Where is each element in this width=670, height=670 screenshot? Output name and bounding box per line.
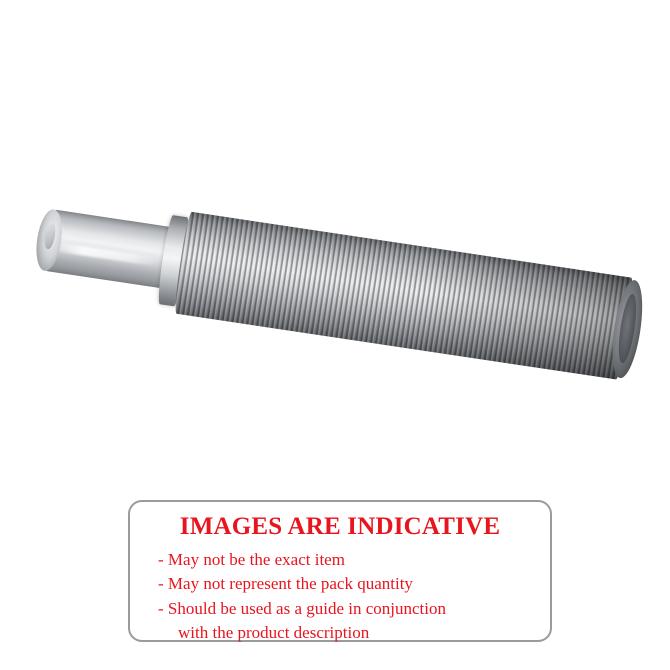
- notice-line-1: - May not be the exact item: [158, 550, 345, 570]
- pulley-hub: [42, 209, 178, 289]
- hub-highlight: [51, 242, 159, 267]
- body-shading: [173, 211, 635, 380]
- notice-title: IMAGES ARE INDICATIVE: [179, 513, 501, 540]
- timing-pulley-part: [37, 191, 637, 387]
- indicative-images-notice: [128, 500, 552, 642]
- notice-line-3: - Should be used as a guide in conjunction: [158, 598, 447, 618]
- notice-line-4: with the product description: [178, 622, 370, 642]
- pulley-toothed-body: [173, 211, 635, 380]
- notice-line-2: - May not represent the pack quantity: [158, 574, 413, 594]
